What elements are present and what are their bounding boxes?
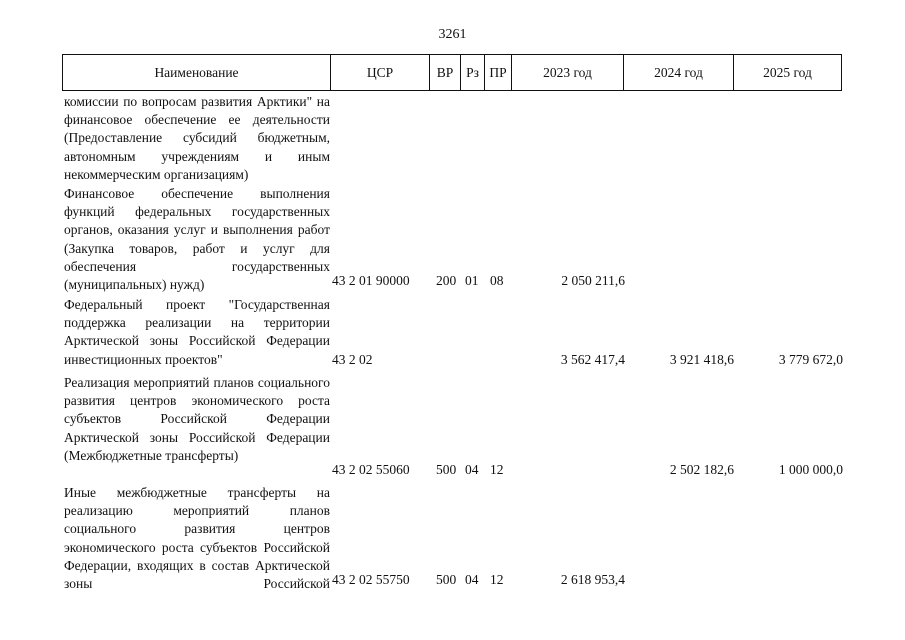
row-name: Реализация мероприятий планов социального развития центров экономического роста субъектов Российской Федерации Арктической зоны Российской Федерации (Межбюджетные трансферты) (64, 375, 330, 463)
row-csr: 43 2 02 (332, 352, 373, 367)
col-header-2024: 2024 год (624, 55, 734, 90)
row-2025: 3 779 672,0 (778, 352, 843, 367)
row-2025: 1 000 000,0 (778, 462, 843, 477)
row-name: Иные межбюджетные трансферты на реализацию мероприятий планов социального развития центров экономического роста субъектов Российской Федерации, входящих в состав Арктической зоны Российской (64, 485, 330, 592)
row-rz: 04 (465, 572, 479, 587)
col-header-2025: 2025 год (763, 65, 812, 80)
row-rz: 01 (465, 273, 479, 288)
row-pr: 12 (490, 572, 504, 587)
row-csr: 43 2 01 90000 (332, 273, 410, 288)
col-header-vr: ВР (430, 55, 461, 90)
row-2023: 2 618 953,4 (560, 572, 625, 587)
col-header-2023: 2023 год (512, 55, 624, 90)
col-header-pr: ПР (485, 55, 512, 90)
col-header-rz: Рз (461, 55, 485, 90)
row-name: комиссии по вопросам развития Арктики" на финансовое обеспечение ее деятельности (Предоставление субсидий бюджетным, автономным учреждениям и иным некоммерческим организациям) (64, 94, 330, 182)
table-header (62, 54, 842, 91)
row-name: Федеральный проект "Государственная поддержка реализации на территории Арктической зоны Российской Федерации инвестиционных проектов" (64, 297, 330, 367)
col-header-csr: ЦСР (331, 55, 430, 90)
row-2023: 3 562 417,4 (560, 352, 625, 367)
row-2024: 3 921 418,6 (669, 352, 734, 367)
row-2024: 2 502 182,6 (669, 462, 734, 477)
row-vr: 500 (436, 462, 457, 477)
row-pr: 12 (490, 462, 504, 477)
page-number: 3261 (438, 27, 467, 42)
row-pr: 08 (490, 273, 504, 288)
row-vr: 200 (436, 273, 457, 288)
row-rz: 04 (465, 462, 479, 477)
row-csr: 43 2 02 55750 (332, 572, 410, 587)
row-csr: 43 2 02 55060 (332, 462, 410, 477)
row-2023: 2 050 211,6 (561, 273, 625, 288)
row-name: Финансовое обеспечение выполнения функций федеральных государственных органов, оказания услуг и выполнения работ (Закупка товаров, работ и услуг для обеспечения государственных (муниципальных) нужд) (64, 186, 330, 293)
row-vr: 500 (436, 572, 457, 587)
col-header-name: Наименование (63, 55, 331, 90)
